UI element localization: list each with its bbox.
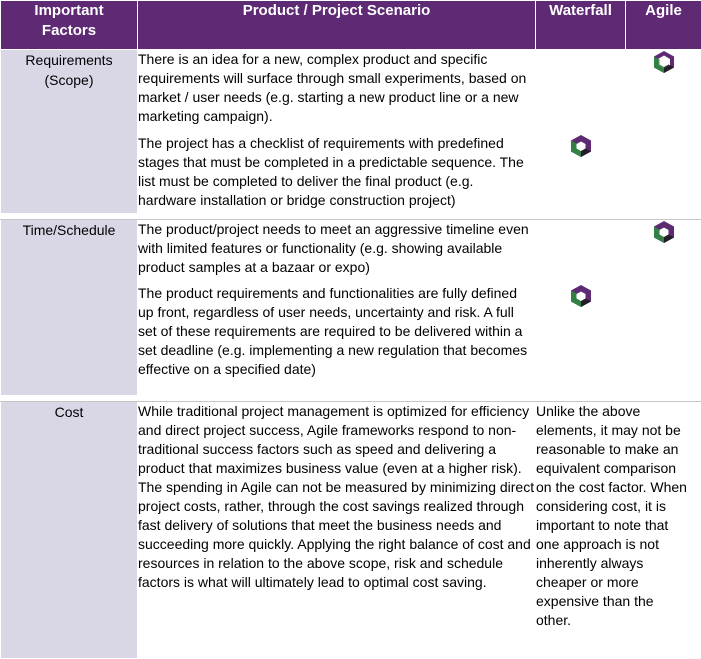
header-scenario: Product / Project Scenario	[138, 1, 536, 50]
hexagon-check-icon	[570, 284, 592, 308]
agile-cell	[626, 284, 701, 396]
header-factors: Important Factors	[1, 1, 138, 50]
header-waterfall: Waterfall	[536, 1, 626, 50]
factor-time: Time/Schedule	[1, 220, 138, 396]
scenario-requirements-2: The project has a checklist of requirements with predefined stages that must be completed in a predictable sequence. The list must be completed to deliver the final product (e.g. hardware installation or bridge construction project)	[138, 134, 536, 214]
hexagon-check-icon	[653, 50, 675, 74]
agile-cell	[626, 134, 701, 214]
agile-cell	[626, 220, 701, 284]
hexagon-check-icon	[570, 134, 592, 158]
scenario-requirements-1: There is an idea for a new, complex product and specific requirements will surface through small experiments, based on market / user needs (e.g. starting a new product line or a new marketing campaign).	[138, 50, 536, 134]
table-row	[1, 220, 701, 284]
scenario-cost: While traditional project management is optimized for efficiency and direct project success, Agile frameworks respond to non-traditional success factors such as speed and delivering a product that maximizes business value (even at a higher risk). The spending in Agile can not be measured by minimizing direct project costs, rather, through the cost savings realized through fast delivery of solutions that meet the business needs and succeeding more quickly. Applying the right balance of cost and resources in relation to the above scope, risk and schedule factors is what will ultimately lead to optimal cost saving.	[138, 402, 536, 659]
waterfall-cell	[536, 284, 626, 396]
waterfall-cell	[536, 134, 626, 214]
scenario-time-2: The product requirements and functionalities are fully defined up front, regardless of user needs, uncertainty and risk. A full set of these requirements are required to be delivered within a set deadline (e.g. implementing a new regulation that becomes effective on a specified date)	[138, 284, 536, 396]
waterfall-cell	[536, 50, 626, 134]
factor-cost: Cost	[1, 402, 138, 659]
hexagon-check-icon	[653, 220, 675, 244]
table-row	[1, 402, 701, 659]
header-row	[1, 1, 701, 50]
table-row	[1, 50, 701, 134]
agile-cell	[626, 50, 701, 134]
header-agile: Agile	[626, 1, 701, 50]
scenario-time-1: The product/project needs to meet an aggressive timeline even with limited features or functionality (e.g. showing available product samples at a bazaar or expo)	[138, 220, 536, 284]
waterfall-cell	[536, 220, 626, 284]
cost-note: Unlike the above elements, it may not be reasonable to make an equivalent comparison on the cost factor. When considering cost, it is important to note that one approach is not inherently always cheaper or more expensive than the other.	[536, 402, 701, 659]
factor-requirements: Requirements (Scope)	[1, 50, 138, 214]
